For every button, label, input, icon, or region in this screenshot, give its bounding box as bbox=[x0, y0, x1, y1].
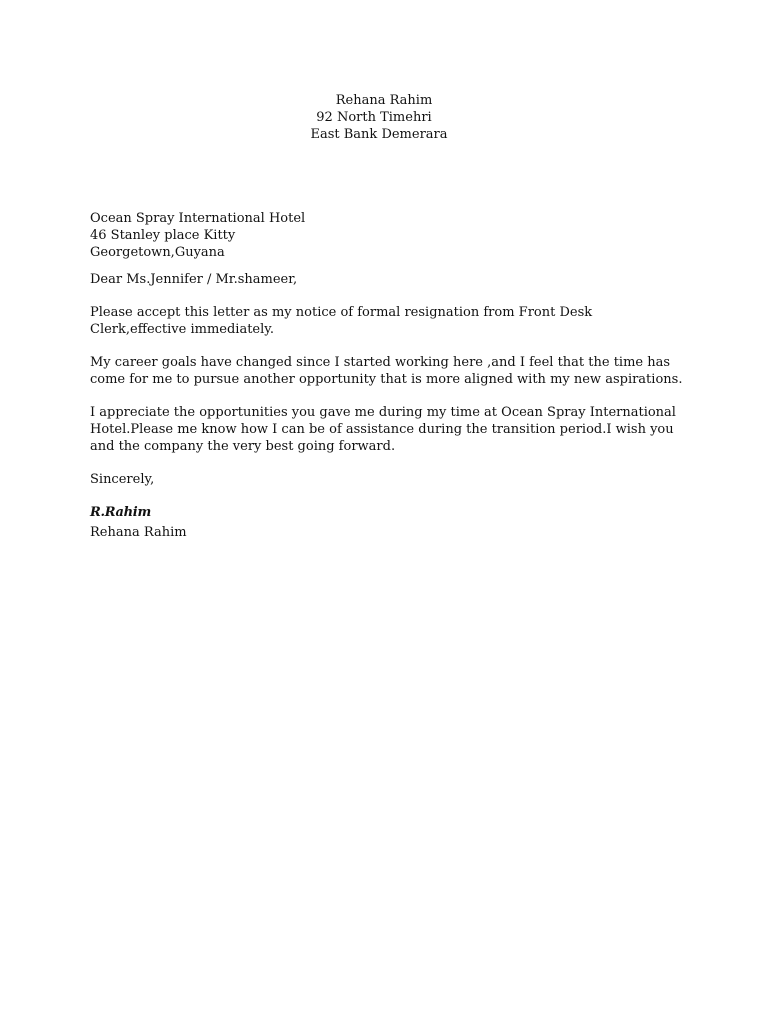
closing: Sincerely, bbox=[90, 472, 155, 487]
sender-street: 92 North Timehri bbox=[316, 110, 432, 125]
signature: R.Rahim bbox=[90, 505, 151, 520]
recipient-street: 46 Stanley place Kitty bbox=[90, 228, 236, 243]
recipient-company: Ocean Spray International Hotel bbox=[90, 211, 306, 226]
salutation: Dear Ms.Jennifer / Mr.shameer, bbox=[90, 272, 298, 287]
paragraph-appreciation: I appreciate the opportunities you gave me during my time at Ocean Spray International Hotel.Please me know how I can be of assistance during the transition period.I wish you and the company the very best going forward. bbox=[90, 405, 676, 454]
signer-name: Rehana Rahim bbox=[90, 525, 187, 540]
paragraph-career-goals: My career goals have changed since I started working here ,and I feel that the time has come for me to pursue another opportunity that is more aligned with my new aspirations. bbox=[90, 355, 683, 387]
sender-area: East Bank Demerara bbox=[310, 127, 448, 142]
sender-name: Rehana Rahim bbox=[335, 93, 433, 108]
recipient-city: Georgetown,Guyana bbox=[90, 245, 225, 260]
sender-address bbox=[0, 92, 768, 143]
letter-body bbox=[90, 210, 690, 541]
recipient-address bbox=[90, 210, 690, 261]
paragraph-resignation: Please accept this letter as my notice of formal resignation from Front Desk Clerk,effective immediately. bbox=[90, 305, 593, 337]
